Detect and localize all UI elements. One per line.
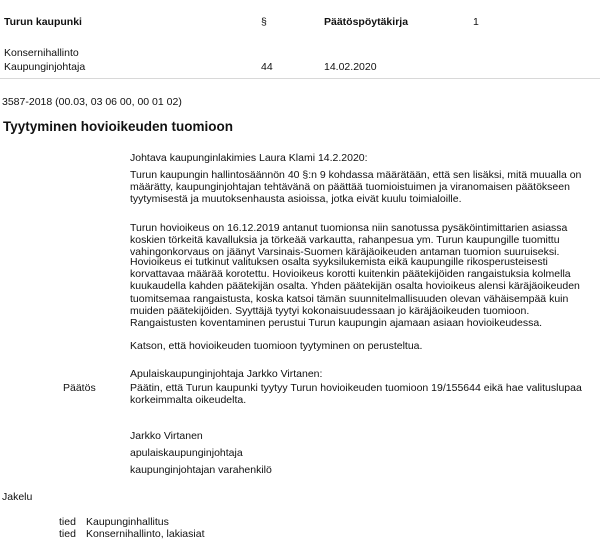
decision-label: Päätös [63,382,96,394]
decision-date: 14.02.2020 [324,61,377,73]
section-number: 44 [261,61,273,73]
signer-role: kaupunginjohtajan varahenkilö [130,464,272,476]
paragraph-4: Katson, että hovioikeuden tuomioon tyytyminen on perusteltua. [130,340,423,352]
document-title: Tyytyminen hovioikeuden tuomioon [3,119,234,134]
city-name: Turun kaupunki [4,16,82,28]
signer-name: Jarkko Virtanen [130,430,203,442]
distribution-type: tied [59,516,76,528]
signer-title: apulaiskaupunginjohtaja [130,447,243,459]
distribution-label: Jakelu [2,491,33,503]
distribution-recipient: Kaupunginhallitus [86,516,169,528]
paragraph-2: Turun hovioikeus on 16.12.2019 antanut tuomionsa niin sanotussa pysäköintimittarien asiassa koskien törkeitä kavalluksia ja törkeää varkautta, rahanpesua ym. Turun kaupungille tuomittu vahingonkorvaus on jäänyt Varsinais-Suomen käräjäoikeuden antaman tuomion suuruiseksi. [130,222,568,259]
paragraph-3: Hovioikeus ei tutkinut valituksen osalta syyksilukemista eikä kaupungille rikosperusteisesti korvattavaa määrää korotettu. Hovioikeus korotti kuitenkin päätekijöiden rangaistuksia kolmella kuukaudella kahden päätekijän osalta. Yhden päätekijän osalta hovioikeus alensi käräjäoikeuden tuomitsemaa rangaistusta, koska katsoi tämän suunnitelmallisuuden olevan vähäisempää kuin muiden päätekijöiden. Syyttäjä tyytyi kokonaisuudessaan jo käräjäoikeuden tuomioon. Rangaistusten koventaminen perustui Turun kaupungin ajamaan asiaan hovioikeudessa. [130,256,580,330]
intro-line: Johtava kaupunginlakimies Laura Klami 14.2.2020: [130,152,368,164]
distribution-type: tied [59,528,76,540]
decision-text: Päätin, että Turun kaupunki tyytyy Turun hovioikeuden tuomioon 19/155644 eikä hae valituslupaa korkeimmalta oikeudelta. [130,382,582,407]
deputy-intro: Apulaiskaupunginjohtaja Jarkko Virtanen: [130,368,323,380]
department: Konsernihallinto [4,47,79,59]
document-type: Päätöspöytäkirja [324,16,409,28]
role-name: Kaupunginjohtaja [4,61,86,73]
case-id: 3587-2018 (00.03, 03 06 00, 00 01 02) [2,96,182,108]
distribution-recipient: Konsernihallinto, lakiasiat [86,528,205,540]
section-symbol: § [261,16,267,28]
paragraph-1: Turun kaupungin hallintosäännön 40 §:n 9 kohdassa määrätään, että sen lisäksi, mitä muualla on määrätty, kaupunginjohtajan tehtävänä on päättää tuomioistuimen ja viranomaisen päätökseen tyytymisestä ja muutoksenhausta asioissa, jotka eivät kuulu toimialoille. [130,169,582,206]
page-number: 1 [473,16,479,28]
header-divider [0,78,600,79]
